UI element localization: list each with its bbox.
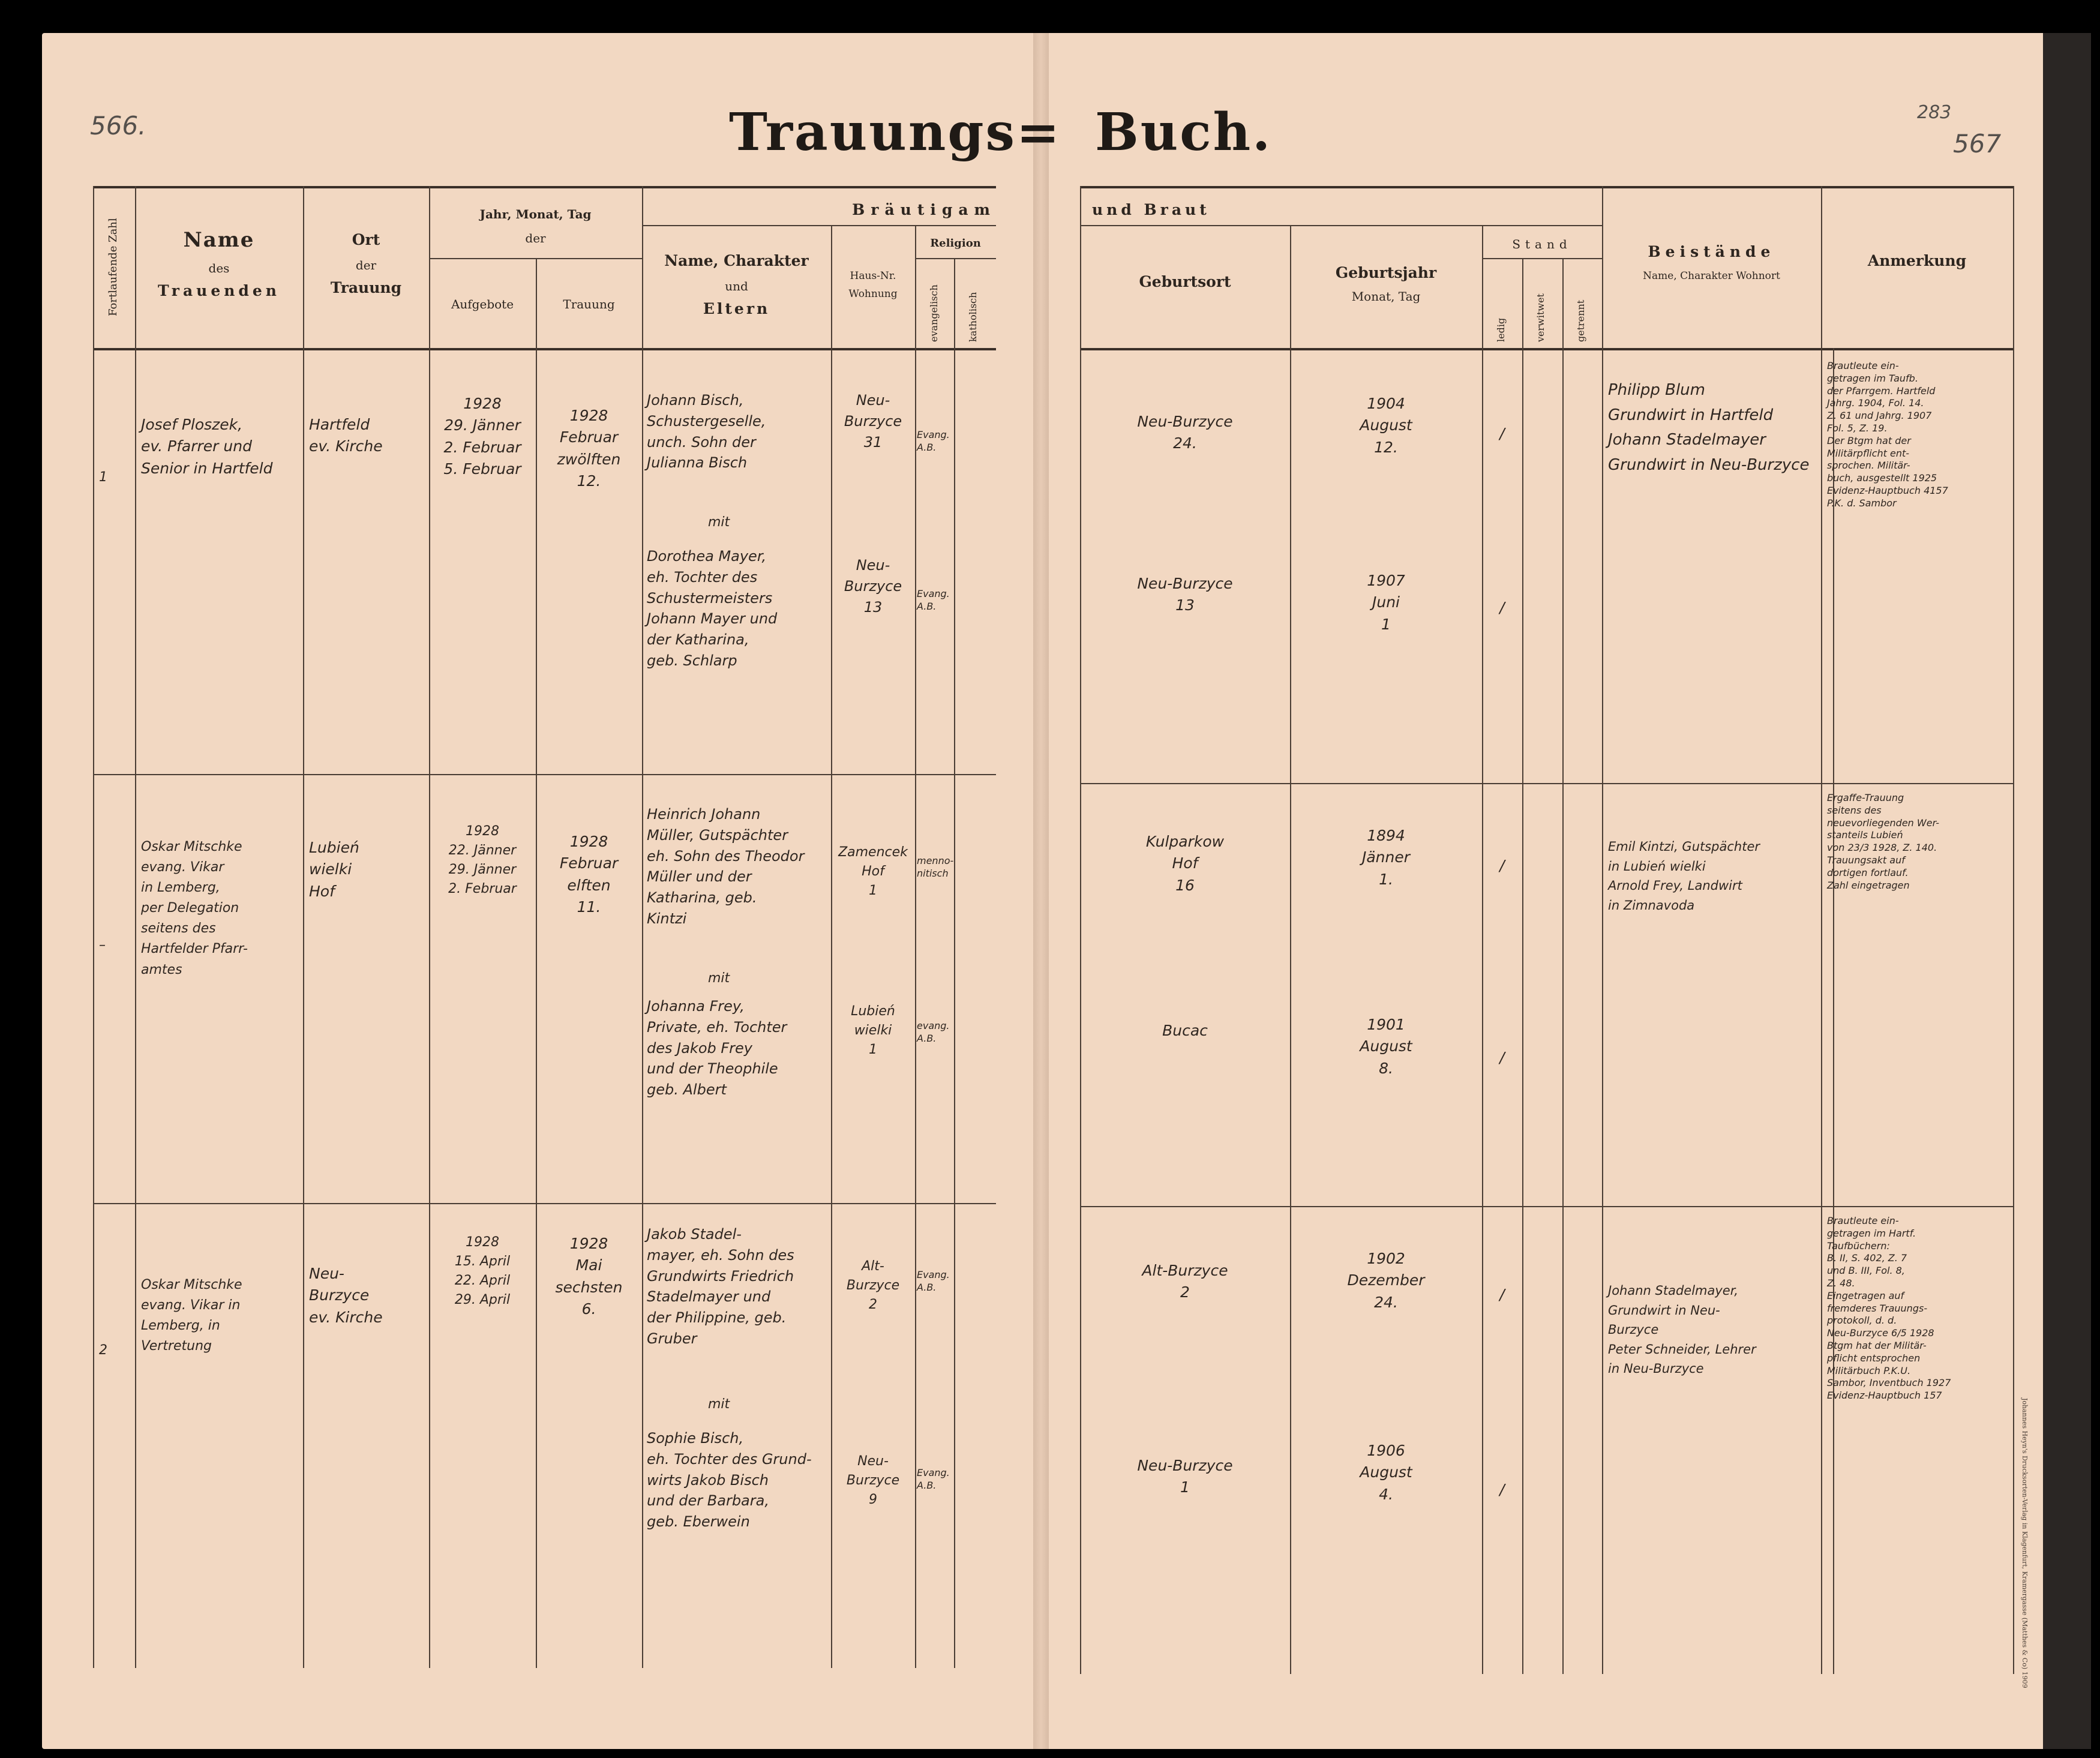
left-religion-rule (915, 258, 996, 259)
entry-beistaende: Emil Kintzi, Gutspächter in Lubień wielki Arnold Frey, Landwirt in Zimnavoda (1608, 839, 1760, 913)
left-row1-rule (93, 774, 996, 775)
title-left: Trauungs= (729, 102, 1061, 163)
right-col-line (1821, 186, 1822, 1674)
entry-groom-wohnung: Neu- Burzyce 31 (844, 392, 902, 451)
entry-bride-stand: / (1499, 1049, 1505, 1066)
entry-anmerkung: Ergaffe-Trauung seitens des neuevorliegenden Wer- stanteils Lubień von 23/3 1928, Z. 140. Trauungsakt auf dortigen fortlauf. Zahl eingetragen (1827, 792, 1940, 891)
header-geburtsjahr-2: Monat, Tag (1351, 289, 1421, 304)
entry-groom-eltern: Jakob Stadel- mayer, eh. Sohn des Grundwirts Friedrich Stadelmayer und der Philippine, geb. Gruber (647, 1226, 794, 1347)
header-anmerkung: Anmerkung (1867, 252, 1967, 269)
entry-groom-religion: menno- nitisch (917, 855, 954, 879)
entry-beistaende: Johann Stadelmayer, Grundwirt in Neu- Burzyce Peter Schneider, Lehrer in Neu-Burzyce (1608, 1283, 1756, 1376)
entry-groom-stand: / (1499, 857, 1505, 874)
pencil-page-number-left: 566. (90, 111, 146, 140)
entry-bride-wohnung: Neu- Burzyce 9 (846, 1454, 900, 1507)
entry-nr: 1 (99, 470, 107, 485)
entry-groom-geburtsjahr: 1904 August 12. (1360, 395, 1412, 456)
entry-bride-religion: evang. A.B. (917, 1020, 950, 1044)
entry-bride-geburtsort: Neu-Burzyce 1 (1137, 1457, 1233, 1496)
entry-trauung: 1928 Februar zwölften 12. (557, 407, 621, 490)
left-header-bottom-rule (93, 348, 996, 350)
entry-bride-geburtsjahr: 1901 August 8. (1360, 1016, 1412, 1077)
entry-aufgebote: 1928 29. Jänner 2. Februar 5. Februar (443, 395, 521, 478)
right-row1-rule (1080, 783, 2013, 784)
header-religion: Religion (930, 237, 981, 250)
left-col-line (954, 258, 955, 1668)
header-ledig: ledig (1495, 317, 1507, 342)
entry-groom-geburtsort: Alt-Burzyce 2 (1142, 1262, 1228, 1301)
entry-bride-geburtsort: Neu-Burzyce 13 (1137, 575, 1233, 614)
header-und-braut: und Braut (1092, 201, 1210, 218)
entry-trauung: 1928 Februar elften 11. (559, 833, 619, 916)
cover-edge (2043, 33, 2091, 1749)
entry-trauender: Oskar Mitschke evang. Vikar in Lemberg, per Delegation seitens des Hartfelder Pfarr- amtes (141, 839, 248, 977)
header-beistaende-2: Name, Charakter Wohnort (1643, 270, 1780, 282)
left-top-rule (93, 186, 996, 188)
entry-bride-religion: Evang. A.B. (917, 588, 950, 612)
right-row2-rule (1080, 1206, 2013, 1207)
right-col-line (2013, 186, 2014, 1674)
left-col-line (93, 186, 94, 1668)
header-trauung-ort: Trauung (330, 279, 402, 296)
header-datum: Jahr, Monat, Tag (479, 207, 592, 221)
entry-groom-stand: / (1499, 425, 1505, 442)
entry-bride-eltern: Johanna Frey, Private, eh. Tochter des Jakob Frey und der Theophile geb. Albert (647, 998, 787, 1099)
entry-groom-geburtsjahr: 1902 Dezember 24. (1347, 1250, 1425, 1311)
entry-groom-wohnung: Zamencek Hof 1 (838, 845, 908, 898)
entry-bride-eltern: Dorothea Mayer, eh. Tochter des Schustermeisters Johann Mayer und der Katharina, geb. Schlarp (647, 548, 778, 669)
right-col-line (1602, 186, 1603, 1674)
header-verwitwet: verwitwet (1535, 293, 1546, 342)
header-name-des: des (208, 261, 230, 275)
left-col-line (135, 186, 136, 1668)
title-right: Buch. (1095, 102, 1273, 163)
entry-bride-religion: Evang. A.B. (917, 1467, 950, 1491)
entry-bride-stand: / (1499, 1481, 1505, 1498)
right-col-line (1833, 348, 1834, 1674)
header-eltern-3: Eltern (703, 300, 770, 317)
entry-bride-geburtsort: Bucac (1162, 1022, 1208, 1039)
left-braeutigam-rule (642, 225, 996, 226)
right-col-line (1080, 186, 1081, 1674)
header-stand: Stand (1512, 237, 1572, 251)
entry-groom-wohnung: Alt- Burzyce 2 (846, 1259, 900, 1312)
header-wohnung-2: Wohnung (848, 288, 898, 300)
entry-bride-geburtsjahr: 1906 August 4. (1360, 1442, 1412, 1503)
right-stand-rule (1482, 258, 1602, 259)
header-ort: Ort (352, 231, 380, 248)
header-fortlaufende-zahl: Fortlaufende Zahl (107, 218, 119, 316)
entry-beistaende: Philipp Blum Grundwirt in Hartfeld Johann Stadelmayer Grundwirt in Neu-Burzyce (1608, 381, 1810, 474)
header-wohnung-1: Haus-Nr. (850, 270, 896, 282)
right-top-rule (1080, 186, 2013, 188)
right-col-line (1562, 258, 1564, 1674)
right-col-line (1522, 258, 1523, 1674)
header-geburtsort: Geburtsort (1139, 273, 1231, 290)
entry-ort: Lubień wielki Hof (309, 839, 359, 900)
entry-anmerkung: Brautleute ein- getragen im Taufb. der Pfarrgem. Hartfeld Jahrg. 1904, Fol. 14. Z. 61 und Jahrg. 1907 Fol. 5, Z. 19. Der Btgm hat der Militärpflicht ent- sprochen. Militär- buch, ausgestellt 1925 Evidenz-Hauptbuch 4157 P.K. d. Sambor (1827, 360, 1948, 509)
left-col-line (642, 186, 643, 1668)
header-trauenden: Trauenden (158, 282, 280, 299)
entry-trauung: 1928 Mai sechsten 6. (555, 1235, 623, 1318)
entry-bride-geburtsjahr: 1907 Juni 1 (1367, 572, 1405, 633)
pencil-page-number-small: 283 (1917, 102, 1952, 123)
header-beistaende: Beistände (1648, 243, 1775, 260)
book-spine (1033, 33, 1049, 1749)
entry-groom-religion: Evang. A.B. (917, 1269, 950, 1293)
entry-aufgebote: 1928 22. Jänner 29. Jänner 2. Februar (448, 824, 517, 896)
right-braut-rule (1080, 225, 1602, 226)
header-katholisch: katholisch (967, 292, 979, 342)
entry-bride-wohnung: Neu- Burzyce 13 (844, 557, 902, 616)
entry-groom-geburtsjahr: 1894 Jänner 1. (1361, 827, 1411, 888)
entry-aufgebote: 1928 15. April 22. April 29. April (454, 1235, 511, 1307)
entry-groom-geburtsort: Neu-Burzyce 24. (1137, 413, 1233, 452)
entry-mit: mit (708, 971, 730, 986)
right-header-bottom-rule (1080, 348, 2013, 350)
entry-groom-religion: Evang. A.B. (917, 429, 950, 453)
header-eltern-2: und (725, 279, 748, 293)
left-row2-rule (93, 1203, 996, 1204)
entry-ort: Hartfeld ev. Kirche (309, 416, 383, 455)
header-name: Name (183, 228, 255, 252)
left-col-line (303, 186, 304, 1668)
header-ort-der: der (355, 258, 377, 272)
printer-note: Johannes Heyn's Drucksorten-Verlag in Klagenfurt, Kramergasse (Matthes & Co) 1909 (2021, 1398, 2029, 1688)
header-aufgebote: Aufgebote (451, 297, 514, 311)
entry-mit: mit (708, 1397, 730, 1412)
header-geburtsjahr: Geburtsjahr (1335, 264, 1437, 281)
header-evangelisch: evangelisch (928, 284, 940, 342)
entry-bride-wohnung: Lubień wielki 1 (851, 1004, 895, 1057)
entry-trauender: Oskar Mitschke evang. Vikar in Lemberg, in Vertretung (141, 1277, 242, 1354)
header-getrennt: getrennt (1575, 299, 1586, 342)
entry-anmerkung: Brautleute ein- getragen im Hartf. Taufbüchern: B. II, S. 402, Z. 7 und B. III, Fol. 8, Z. 48. Eingetragen auf fremderes Trauungs- protokoll, d. d. Neu-Burzyce 6/5 1928 Btgm hat der Militär- pflicht entsprochen Militärbuch P.K.U. Sambor, Inventbuch 1927 Evidenz-Hauptbuch 157 (1827, 1215, 1951, 1402)
entry-bride-eltern: Sophie Bisch, eh. Tochter des Grund- wirts Jakob Bisch und der Barbara, geb. Eberwein (647, 1430, 812, 1531)
header-eltern-1: Name, Charakter (664, 252, 809, 269)
entry-ort: Neu- Burzyce ev. Kirche (309, 1265, 383, 1326)
entry-bride-stand: / (1499, 599, 1505, 616)
header-braeutigam: Bräutigam (852, 201, 996, 218)
entry-mit: mit (708, 515, 730, 530)
entry-nr: 2 (99, 1343, 107, 1358)
header-datum-der: der (525, 231, 546, 245)
entry-nr: – (99, 938, 106, 953)
entry-groom-stand: / (1499, 1286, 1505, 1303)
entry-groom-geburtsort: Kulparkow Hof 16 (1145, 833, 1225, 894)
pencil-page-number-right: 567 (1953, 129, 2002, 158)
entry-groom-eltern: Johann Bisch, Schustergeselle, unch. Sohn der Julianna Bisch (647, 392, 766, 472)
header-trauung-datum: Trauung (563, 297, 615, 311)
entry-trauender: Josef Ploszek, ev. Pfarrer und Senior in Hartfeld (141, 416, 273, 477)
entry-groom-eltern: Heinrich Johann Müller, Gutspächter eh. Sohn des Theodor Müller und der Katharina, geb. Kintzi (647, 806, 805, 927)
left-col-line (915, 225, 916, 1668)
